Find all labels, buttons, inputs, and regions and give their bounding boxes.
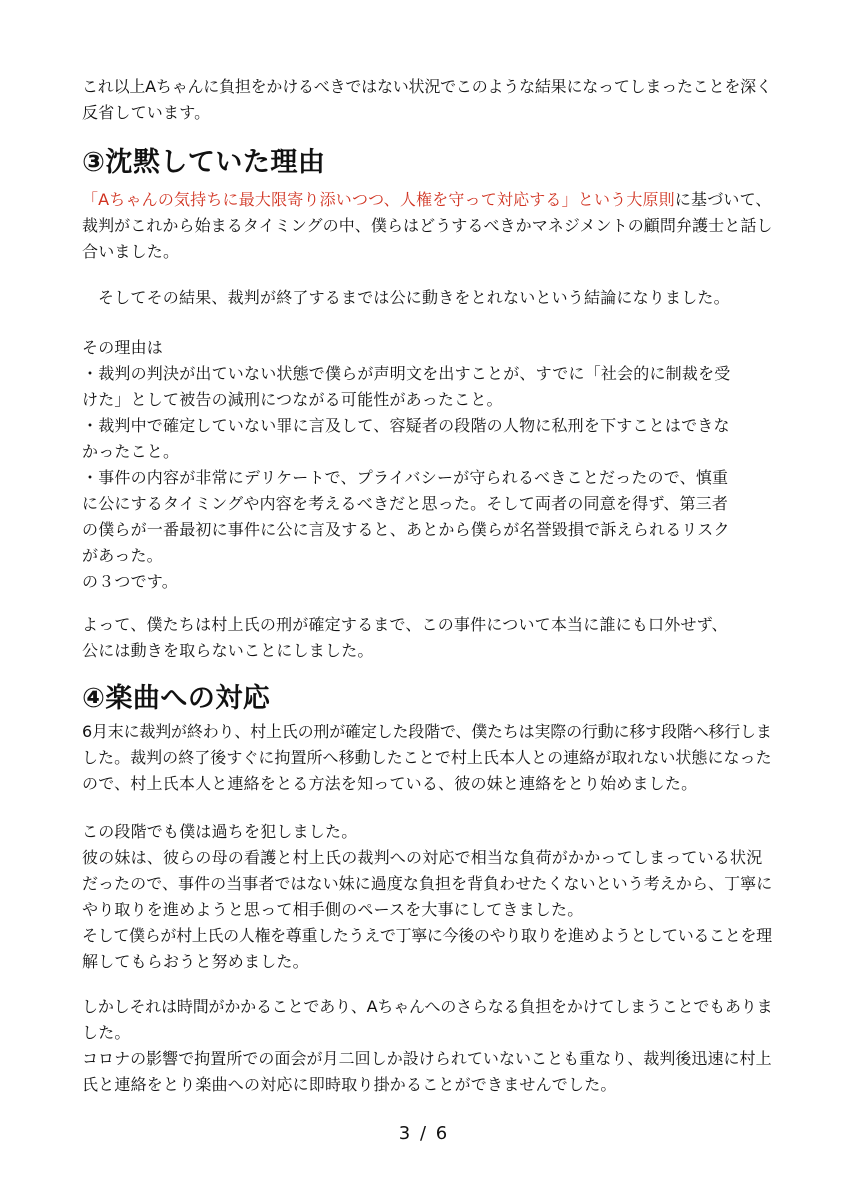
reason-3-line-3: の僕らが一番最初に事件に公に言及すると、あとから僕らが名誉毀損で訴えられるリスク (82, 520, 730, 539)
section-3-line: 裁判がこれから始まるタイミングの中、僕らはどうするべきかマネジメントの顧問弁護士と話し (82, 216, 773, 235)
principle-highlight-suffix: に基づいて、 (674, 190, 772, 209)
reason-3-line-4: があった。 (82, 546, 163, 565)
reason-2-line-2: かったこと。 (82, 442, 180, 461)
section-4-line: 6月末に裁判が終わり、村上氏の刑が確定した段階で、僕たちは実際の行動に移す段階へ移行しま (82, 722, 772, 741)
section-4-line: 氏と連絡をとり楽曲への対応に即時取り掛かることができませんでした。 (82, 1075, 617, 1094)
section-4-line: この段階でも僕は過ちを犯しました。 (82, 822, 358, 841)
section-4-line: そして僕らが村上氏の人権を尊重したうえで丁寧に今後のやり取りを進めようとしていることを理 (82, 926, 772, 945)
reason-2-line-1: ・裁判中で確定していない罪に言及して、容疑者の段階の人物に私刑を下すことはできな (82, 416, 730, 435)
section-4-line: だったので、事件の当事者ではない妹に過度な負担を背負わせたくないという考えから、丁寧に (82, 874, 773, 893)
section-4-line: 彼の妹は、彼らの母の看護と村上氏の裁判への対応で相当な負荷がかかってしまっている状況 (82, 848, 763, 867)
section-4-heading: ④楽曲への対応 (82, 683, 271, 714)
page-number: 3 / 6 (398, 1123, 450, 1144)
section-4-line: した。裁判の終了後すぐに拘置所へ移動したことで村上氏本人との連絡が取れない状態になった (82, 748, 772, 767)
section-3-line: そしてその結果、裁判が終了するまでは公に動きをとれないという結論になりました。 (98, 288, 730, 307)
section-4-line: した。 (82, 1023, 131, 1042)
section-3-highlight-line (82, 187, 772, 213)
reason-3-line-1: ・事件の内容が非常にデリケートで、プライバシーが守られるべきことだったので、慎重 (82, 468, 729, 487)
section-4-line: しかしそれは時間がかかることであり、Aちゃんへのさらなる負担をかけてしまうことでもありま (82, 997, 773, 1016)
section-3-line: その理由は (82, 338, 164, 357)
section-4-line: 解してもらおうと努めました。 (82, 952, 309, 971)
section-3-line: 公には動きを取らないことにしました。 (82, 641, 374, 660)
section-3-line: の３つです。 (82, 572, 178, 591)
intro-line-2: 反省しています。 (82, 103, 211, 122)
reason-3-line-2: に公にするタイミングや内容を考えるべきだと思った。そして両者の同意を得ず、第三者 (82, 494, 729, 513)
section-4-line: ので、村上氏本人と連絡をとる方法を知っている、彼の妹と連絡をとり始めました。 (82, 774, 698, 793)
section-3-line: 合いました。 (82, 242, 180, 261)
reason-1-line-2: けた」として被告の減刑につながる可能性があったこと。 (82, 390, 503, 409)
section-4-line: コロナの影響で拘置所での面会が月二回しか設けられていないことも重なり、裁判後迅速に村上 (82, 1049, 772, 1068)
intro-line-1: これ以上Aちゃんに負担をかけるべきではない状況でこのような結果になってしまったことを深く (82, 77, 772, 96)
principle-highlight: 「Aちゃんの気持ちに最大限寄り添いつつ、人権を守って対応する」という大原則 (82, 190, 675, 209)
section-3-line: よって、僕たちは村上氏の刑が確定するまで、この事件について本当に誰にも口外せず、 (82, 615, 728, 634)
section-3-heading: ③沈黙していた理由 (82, 147, 326, 178)
reason-1-line-1: ・裁判の判決が出ていない状態で僕らが声明文を出すことが、すでに「社会的に制裁を受 (82, 364, 731, 383)
section-4-line: やり取りを進めようと思って相手側のペースを大事にしてきました。 (82, 900, 584, 919)
